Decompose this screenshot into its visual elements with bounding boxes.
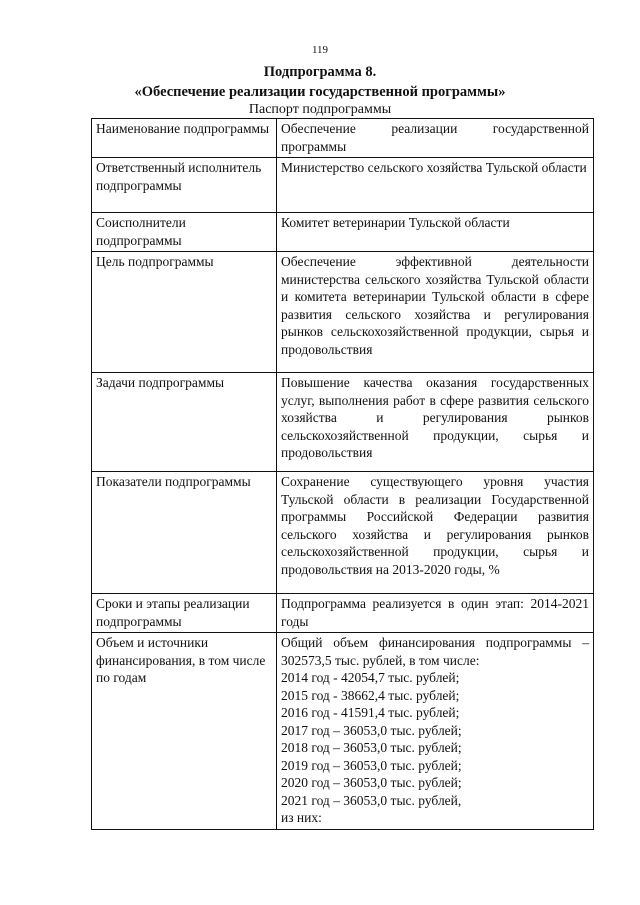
funding-year-line: 2020 год – 36053,0 тыс. рублей;: [281, 775, 462, 790]
table-row: [92, 373, 594, 472]
funding-year-line: 2014 год - 42054,7 тыс. рублей;: [281, 670, 460, 685]
row-value: Подпрограмма реализуется в один этап: 2014-2021 годы: [277, 594, 594, 633]
row-label: Наименование подпрограммы: [92, 119, 277, 158]
subprogram-subtitle: «Обеспечение реализации государственной программы»: [134, 84, 506, 100]
funding-label: Объем и источники финансирования, в том числе по годам: [92, 633, 277, 830]
funding-year-line: 2021 год – 36053,0 тыс. рублей,: [281, 792, 462, 808]
funding-intro: Общий объем финансирования подпрограммы – 302573,5 тыс. рублей, в том числе:: [281, 635, 589, 668]
passport-caption: Паспорт подпрограммы: [248, 102, 392, 117]
row-label: Ответственный исполнитель подпрограммы: [92, 158, 277, 213]
row-value: Обеспечение реализации государственной программы: [277, 119, 594, 158]
row-label: Соисполнители подпрограммы: [92, 213, 277, 252]
row-label: Показатели подпрограммы: [92, 472, 277, 594]
row-value: Комитет ветеринарии Тульской области: [277, 213, 594, 252]
subprogram-title: Подпрограмма 8.: [263, 64, 377, 80]
table-row: [92, 119, 594, 158]
funding-value: [277, 633, 594, 830]
funding-year-line: 2015 год - 38662,4 тыс. рублей;: [281, 687, 460, 703]
table-row: [92, 472, 594, 594]
funding-year-line: 2019 год – 36053,0 тыс. рублей;: [281, 757, 462, 773]
funding-year-line: 2016 год - 41591,4 тыс. рублей;: [281, 705, 460, 720]
funding-year-line: 2017 год – 36053,0 тыс. рублей;: [281, 722, 462, 738]
row-label: Задачи подпрограммы: [92, 373, 277, 472]
row-label: Цель подпрограммы: [92, 252, 277, 373]
row-label: Сроки и этапы реализации подпрограммы: [92, 594, 277, 633]
row-value: Повышение качества оказания государственных услуг, выполнения работ в сфере развития сельского хозяйства и регулирования рынков сельскохозяйственной продукции, сырья и продовольствия: [277, 373, 594, 472]
funding-outro: из них:: [281, 810, 322, 825]
table-row: [92, 594, 594, 633]
row-value: Обеспечение эффективной деятельности министерства сельского хозяйства Тульской области и комитета ветеринарии Тульской области в сфере развития сельского хозяйства и регулирования рынков сельскохозяйственной продукции, сырья и продовольствия: [277, 252, 594, 373]
table-row: [92, 213, 594, 252]
row-value: Сохранение существующего уровня участия Тульской области в реализации Государственной программы Российской Федерации развития сельского хозяйства и регулирования рынков сельскохозяйственной продукции, сырья и продовольствия на 2013-2020 годы, %: [277, 472, 594, 594]
table-row: [92, 252, 594, 373]
table-row: [92, 158, 594, 213]
funding-year-line: 2018 год – 36053,0 тыс. рублей;: [281, 740, 462, 755]
page-number: 119: [311, 44, 329, 56]
table-row-funding: [92, 633, 594, 830]
row-value: Министерство сельского хозяйства Тульской области: [277, 158, 594, 213]
passport-table: [91, 118, 594, 830]
